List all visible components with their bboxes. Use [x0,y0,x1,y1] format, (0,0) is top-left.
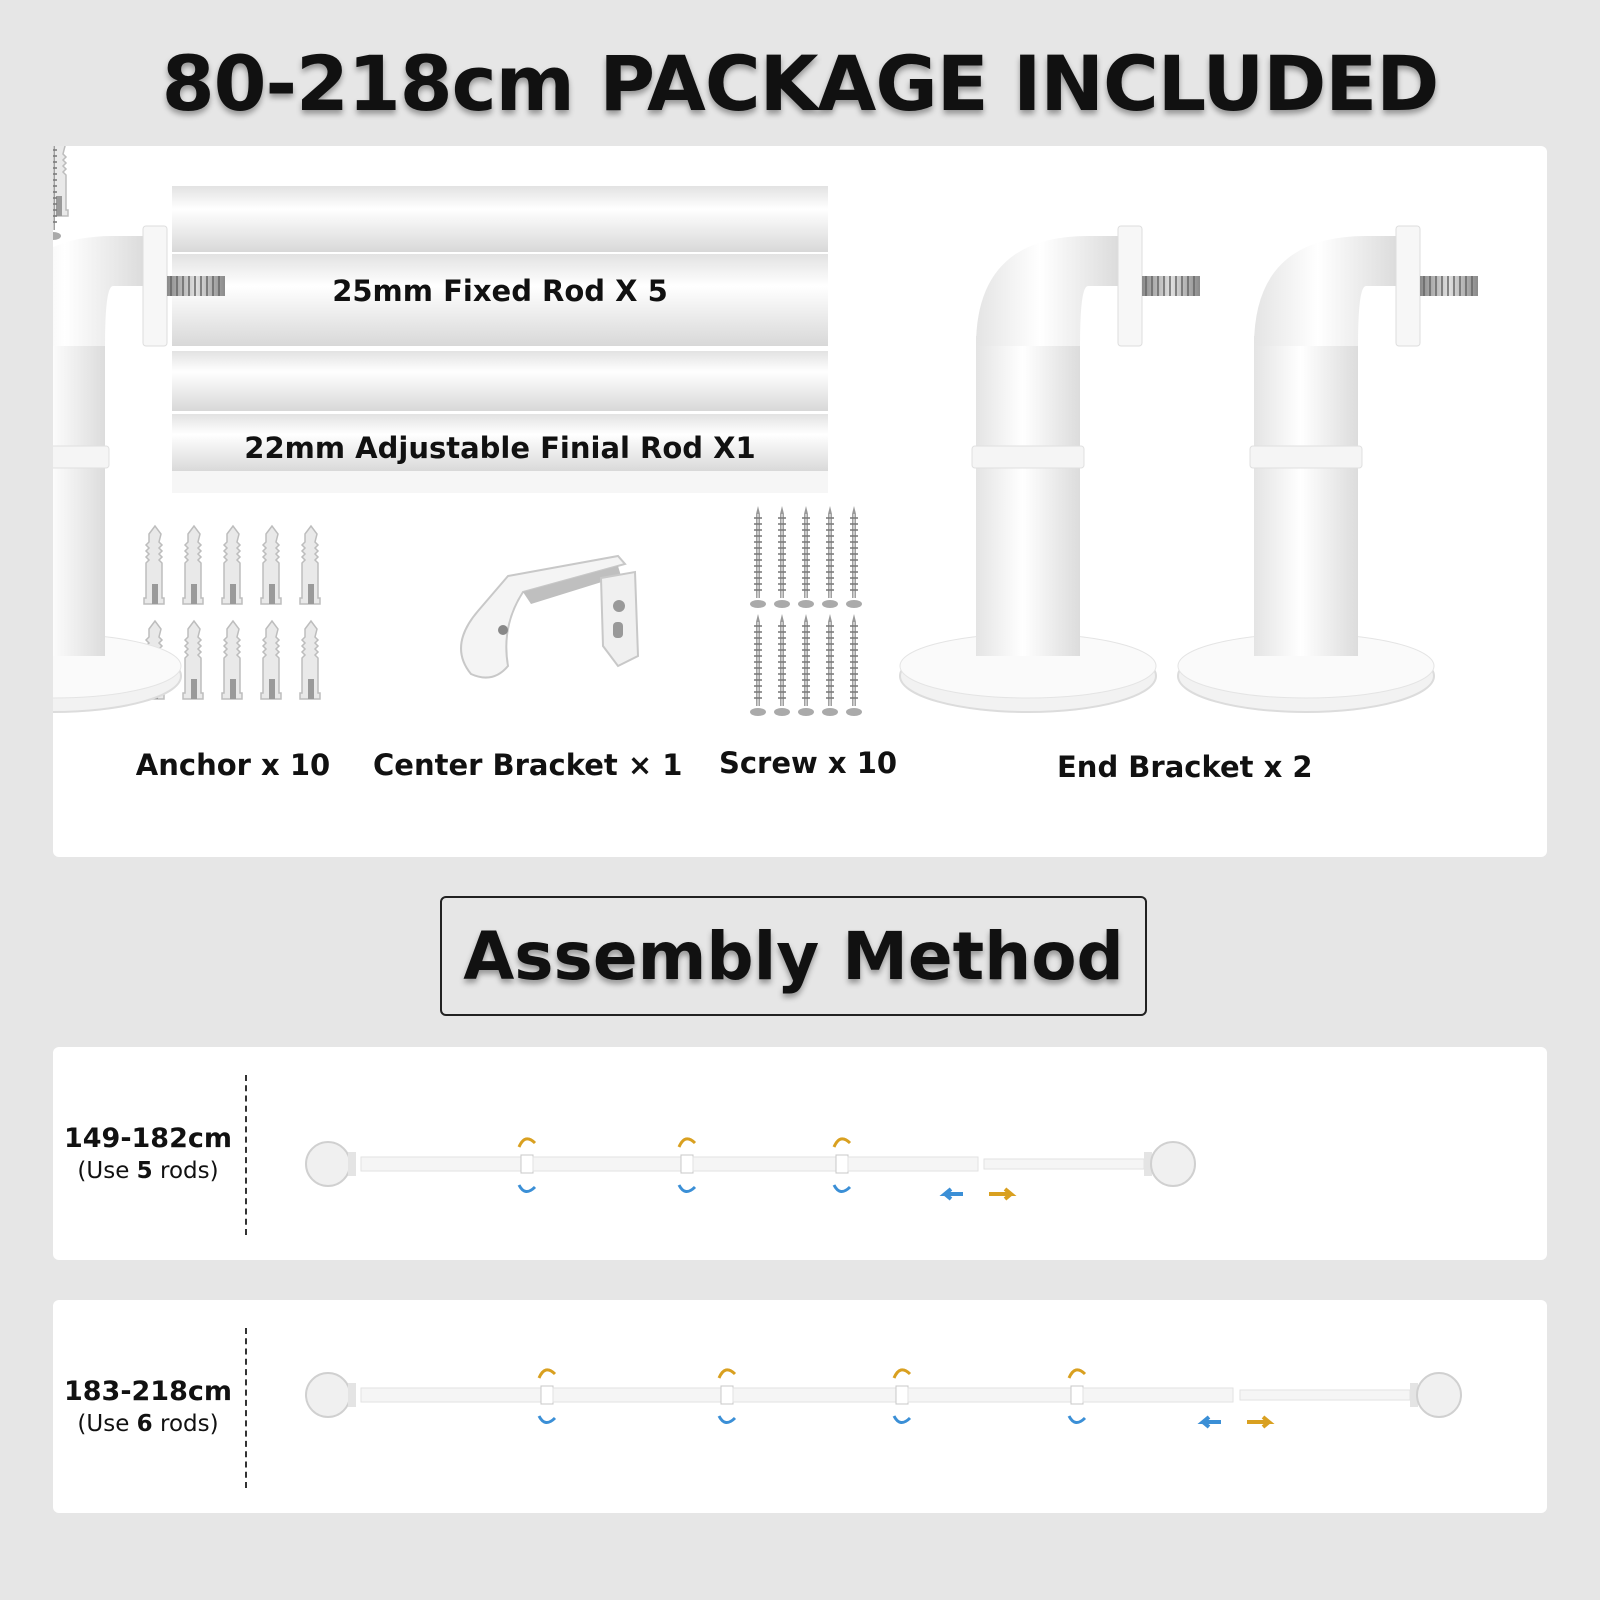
assembly-method-box [440,896,1147,1016]
screw-label: Screw x 10 [718,746,898,780]
end-bracket-label: End Bracket x 2 [1057,750,1313,784]
rod-count-note: (Use 5 rods) [77,1158,219,1184]
page-title: 80-218cm PACKAGE INCLUDED [161,39,1439,128]
length-range: 149-182cm [63,1123,233,1154]
rod-assembly-diagram [53,1047,1547,1260]
rod-count: 5 [136,1158,153,1184]
rod-assembly-diagram [53,1300,1547,1513]
package-contents-panel [53,146,1547,857]
fixed-rod-label: 25mm Fixed Rod X 5 [332,274,668,308]
rod-line [306,1142,1195,1186]
center-bracket-image [461,556,638,678]
finial-rod-label: 22mm Adjustable Finial Rod X1 [244,431,756,465]
slide-arrows [945,1189,1011,1199]
assembly-config-row [53,1047,1547,1260]
assembly-title: Assembly Method [463,917,1124,995]
rod-count: 6 [136,1411,153,1437]
anchor-label: Anchor x 10 [135,748,331,782]
rod-count-note: (Use 6 rods) [77,1411,219,1437]
slide-arrows [1203,1417,1269,1427]
center-bracket-label: Center Bracket × 1 [373,748,683,782]
rod-line [306,1373,1461,1417]
assembly-config-row [53,1300,1547,1513]
length-range: 183-218cm [63,1376,233,1407]
